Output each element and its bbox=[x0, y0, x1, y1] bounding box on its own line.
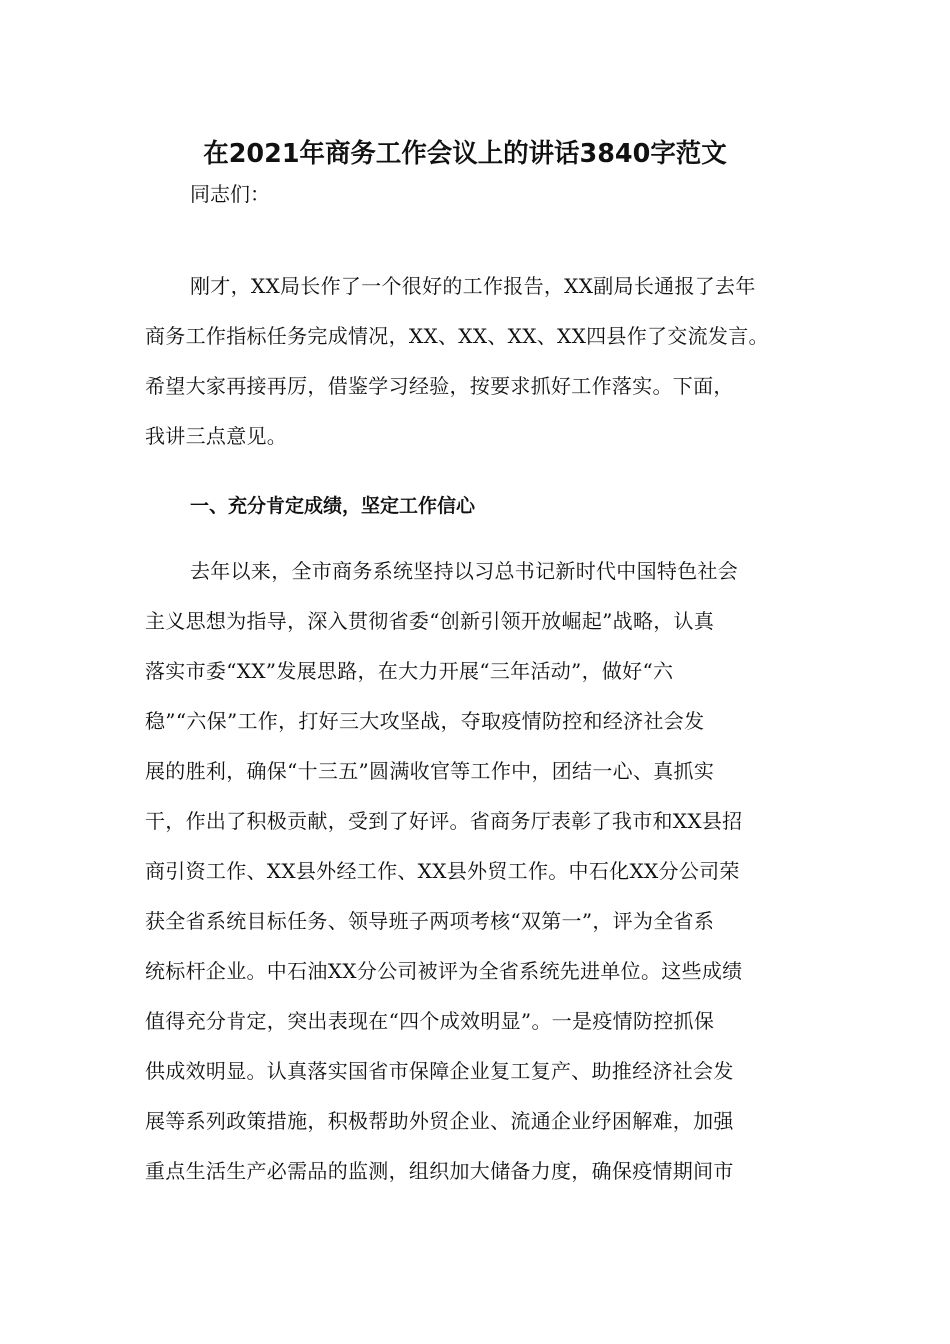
paragraph-line: 去年以来，全市商务系统坚持以习总书记新时代中国特色社会 bbox=[190, 559, 739, 583]
paragraph-line: 希望大家再接再厉，借鉴学习经验，按要求抓好工作落实。下面， bbox=[145, 374, 734, 398]
paragraph-line: 稳”“六保”工作，打好三大攻坚战，夺取疫情防控和经济社会发 bbox=[145, 709, 705, 733]
paragraph-line: 供成效明显。认真落实国省市保障企业复工复产、助推经济社会发 bbox=[145, 1059, 734, 1083]
paragraph-line: 商引资工作、XX县外经工作、XX县外贸工作。中石化XX分公司荣 bbox=[145, 859, 740, 883]
paragraph-line: 落实市委“XX”发展思路，在大力开展“三年活动”，做好“六 bbox=[145, 659, 674, 683]
salutation: 同志们： bbox=[190, 182, 270, 206]
paragraph-line: 重点生活生产必需品的监测，组织加大储备力度，确保疫情期间市 bbox=[145, 1159, 734, 1183]
paragraph-line: 值得充分肯定，突出表现在“四个成效明显”。一是疫情防控抓保 bbox=[145, 1009, 715, 1033]
paragraph-line: 主义思想为指导，深入贯彻省委“创新引领开放崛起”战略，认真 bbox=[145, 609, 715, 633]
paragraph-line: 展等系列政策措施，积极帮助外贸企业、流通企业纾困解难，加强 bbox=[145, 1109, 734, 1133]
paragraph-line: 商务工作指标任务完成情况，XX、XX、XX、XX四县作了交流发言。 bbox=[145, 324, 769, 348]
paragraph-line: 我讲三点意见。 bbox=[145, 424, 288, 448]
paragraph-line: 干，作出了积极贡献，受到了好评。省商务厅表彰了我市和XX县招 bbox=[145, 809, 743, 833]
paragraph-line: 展的胜利，确保“十三五”圆满收官等工作中，团结一心、真抓实 bbox=[145, 759, 715, 783]
paragraph-line: 刚才，XX局长作了一个很好的工作报告，XX副局长通报了去年 bbox=[190, 274, 756, 298]
paragraph-line: 获全省系统目标任务、领导班子两项考核“双第一”，评为全省系 bbox=[145, 909, 715, 933]
paragraph-line: 统标杆企业。中石油XX分公司被评为全省系统先进单位。这些成绩 bbox=[145, 959, 743, 983]
document-title: 在2021年商务工作会议上的讲话3840字范文 bbox=[203, 139, 727, 169]
section-heading: 一、充分肯定成绩，坚定工作信心 bbox=[190, 495, 476, 517]
